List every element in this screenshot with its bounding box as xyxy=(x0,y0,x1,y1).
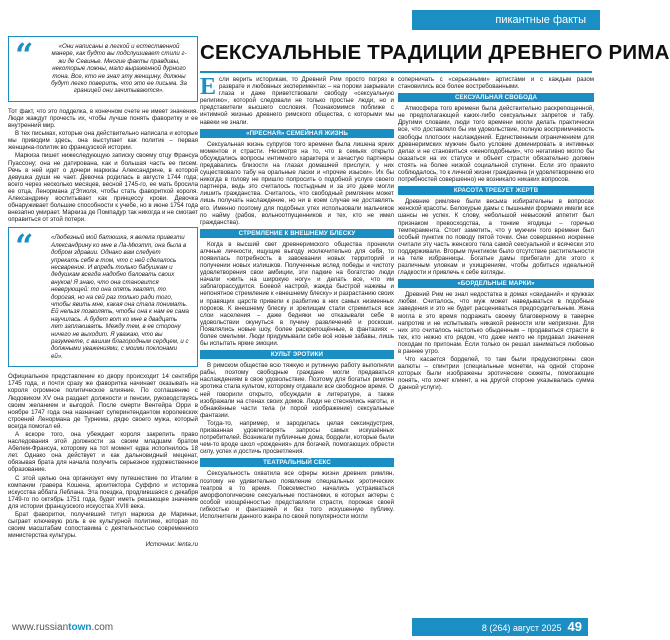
body-paragraph: Сексуальность охватила все сферы жизни древних римлян, поэтому не удивительно появление специальных эротических театров в то время. Повсеместно начались устраиваться аморфологические сексуальные постановки, в которых актеры с особой изощрённостью представляли страсти, порожая своей гибкостью и фантазией и без того искушенную публику. Исполнители данного жанра по своей популярности могли xyxy=(200,470,394,520)
body-paragraph: Древний Рим не знал недостатка в домах «свиданий» и кружках любви. Считалось, что муж может наведываться в подобные заведения и это не будет расцениваться предосудительным. Жена могла в это время подражать своему благоверному в таверне напротив и не испытывать никакой ревности или неприязни. Для них это считалось настолько обыденным – продаваться страсти в тех, кто нежно кто рядом, что даже никто не придавал значения походам по притонам. Если только он решал заниматься любовью в раннее утро. xyxy=(398,291,594,355)
lead-text: сли верить историкам, то Древний Рим просто погряз в разврате и любовных экспериментах – на пороки закрывали глаза и даже приветствовали свободу «сексуальную религию», которой следовали не только простые люди, но и представители высшего сословия. Познакомимся поближе с интимной жизнью древнего римского общества, с которыми мы навеки не знали. xyxy=(200,76,394,126)
body-paragraph: Тот факт, что это подделка, в конечном счете не имеет значения. Люди жаждут прочесть их, чтобы лучше понять фаворитку и ее внутренний мир. xyxy=(8,107,198,130)
subheading: СТРЕМЛЕНИЕ К ВНЕШНЕМУ БЛЕСКУ xyxy=(200,229,394,238)
body-paragraph: С этой целью она организует ему путешествие по Италии в компании гравера Кошена, архитектора Суффло и историка искусства аббата Леблана. Эта поездка, продлившаяся с декабря 1749-го по октябрь 1751 года, будет иметь решающее значение для истории французского искусства XVIII века. xyxy=(8,474,198,510)
pull-quote-1 xyxy=(8,36,198,102)
pull-quote-2-text: «Любезный мой батюшка, я велела привезти Александрину ко мне в Ла-Мюэтт, она была в добром здравии. Однако вам следует упрекать себя в том, что с ней сделалось несварение. И впредь только бабушкам и дедушкам всегда надобно баловать своих внуков! Я знаю, что она становится неверующей: то она опять хвалят, то дорогая, но на сей раз только ради того, чтобы явить мне, какая она стала понимать. Ей нельзя позволять, чтобы она к нам ее сама научилась. А будет вот ко мне в двадцать лет заплакивать. Между тем, в ее сторону ничего не выходит. Я уважаю, что вы разумеете, с вашим благородным сердцем, и с должными уважениями, с моими поклонами ей». xyxy=(51,234,189,360)
source-credit: Источник: lenta.ru xyxy=(145,541,198,549)
body-paragraph: Маркиза пишет нижеследующую записку своему отцу Франсуа Пуассону; она не датирована, как и большая часть ее писем. Речь в ней идет о дочери маркизы Александрине, в которой девушка души не чает. Девочка родилась в августе 1744 года; всего через несколько месяцев, весной 1745-го, ее мать бросила ее отца, Ленормана д'Этиоля, чтобы стать фавориткой короля. Александрину воспитывает как принцессу крови. Девочка обнаруживает большие способности к учебе, но в июне 1754 года внезапно умирает. Маркиза де Помпадур так никогда и не смогает оправиться от этой потери. xyxy=(8,152,198,224)
subheading: ТЕАТРАЛЬНЫЙ СЕКС xyxy=(200,458,394,467)
body-paragraph: В римском обществе всю тяжкую и рутинную работу выполняли рабы, поэтому свободные граждане могли предаваться наслаждениям в свое удовольствие. Поэтому для богатых римлян эротика стала культом, которому отдавали все свободное время. О ней говорили открыто, обсуждали в литературе, а также изображали на стенах своих домов. Люди не стеснялись наготы, и обнажённые части тела (и порой изображение) сексуальные фантазии. xyxy=(200,362,394,419)
page-number: 49 xyxy=(567,619,582,634)
middle-column xyxy=(200,76,394,616)
quote-mark-icon: “ xyxy=(15,227,34,266)
body-paragraph: Атмосфера того времени была действительно раскрепощенной, не предполагающей каких-либо сексуальных запретов и табу. Другими словами, люди того времени могли делать практически все, что доставляло бы им удовольствие, полную восприимчивость свободы плотских наслаждений. Единственным ограничением для древнеримских мужчин было условие доминировать в интимных делах и не становиться «женоподобным», что негативно могло бы сказаться на их статусе и объект страсти обязательно должен стоять на более низкой социальной ступени. Если это правило соблюдалось, то к личной жизни гражданина (и удовлетворению его потребностей совершенно) не возникало никаких вопросов. xyxy=(398,105,594,184)
site-suffix: .com xyxy=(91,622,114,633)
subheading: КУЛЬТ ЭРОТИКИ xyxy=(200,350,394,359)
body-paragraph: Когда в высший свет древнеримского общества проникли алчные личности, ищущие выгоду исключительно для себя, то появилась потребность в завоевании новых территорий и получении новых излишков. Полученные вслед победы и чистоту удовлетворения свои амбиции, эти падкие на богатство люди начали «жить на широкую ногу» и делать все, что им заблагорассудится. Боевой настрой, жажда быстрой наживы и непонятное стремление к «внешнему блеску» и разрастанию своих и правящих царств привели к разбитию в них самых низменных пороков. К внешнему блеску и зрелищам стали стремиться все слои населения – даже бедняки не отказывали себе в удовольствии окунуться в пучину развлечений и роскоши. Появлялись новые шоу, более раскрепощённые, в фантазиях – более смелыми. Люди придумывали себе всё новые забавы, лишь бы испытать яркие эмоции. xyxy=(200,240,394,348)
pull-quote-2 xyxy=(8,227,198,367)
site-bold: town xyxy=(68,622,92,633)
drop-cap: Е xyxy=(200,74,217,100)
lead-paragraph xyxy=(200,76,394,126)
body-paragraph: В тех письмах, которые она действительно написала и которые мы приводим здесь, она выступает как политик – первая женщина-политик во французской истории. xyxy=(8,130,198,152)
right-column xyxy=(398,76,594,616)
article-headline: СЕКСУАЛЬНЫЕ ТРАДИЦИИ ДРЕВНЕГО РИМА xyxy=(200,41,670,64)
body-paragraph: А вскоре того, она убеждает короля закрепить право наследования этой должности за своим младшим братом Абелем-Франсуа, которому на тот момент едва исполнилось 18 лет. Однако она действует и как дальновидный меценат, обязывая брата для начала получить серьезное художественное образование. xyxy=(8,431,198,474)
quote-mark-icon: “ xyxy=(15,36,34,74)
body-paragraph: Брат фаворитки, получивший титул маркиза де Мариньи, сыграет ключевую роль в ее культурной политике, которая по своим масштабам сопоставима с деятельностью современного министерства культуры. xyxy=(8,511,198,540)
body-paragraph: Что касается борделей, то там были предусмотрены свои валюты – спинтрии (специальные монетки, на одной стороне которых были изображены эротические сюжеты, помогающие понять, что хочет клиент, а на другой стороне указывалась сумма данной услуги). xyxy=(398,356,594,392)
left-column xyxy=(8,32,198,600)
headline-rule xyxy=(200,71,592,73)
footer-website[interactable] xyxy=(12,622,113,633)
issue-label: 8 (264) август 2025 xyxy=(481,623,562,633)
body-paragraph: Древние римляне были весьма избирательны в вопросах женской красоты. Белокурые дамы с пышными формами имели все шансы не успех. К слову, небольшой невысокий аппетит был признаком превосходства, а тонкие ягодицы – горечью темперамента. Стоит заметить, что у мужчин того времени был особый пунктик по поводу пятой точки. Они совершенно искренне считали эту часть женского тела самой сексуальной и всячески это поддерживали. Вторым пунктиком было отсутствие растительности на теле избранницы. Богатые дамы прибегали для этого к различным уловкам и ухищрениям, чтобы добиться идеальной гладкости и привлечь к себе взгляды. xyxy=(398,198,594,277)
body-paragraph: Сексуальная жизнь супругов того времени была лишена ярких моментов и страсти. Несмотря на то, что в семьях открыто обсуждались вопросы интимного характера и зачастую партнеры предавались близости на глазах домашней прислуги, у них существовало табу на оральные ласки и «прочие изыски». Их бы никогда в голову не пришло попросить о подобной услуге своего партнера, ведь это считалось постыдным и за это даже могли лишить гражданства. Считалось, что свободный римлянин может лишь получать наслаждение, но ни в коем случае не доставлять его. Именно поэтому для подобных утех использовали мальчиков по найму (рабов, вольноотпущенников и тех, кто не имел гражданства). xyxy=(200,140,394,226)
pull-quote-1-text: «Они написаны в легкой и естественной манере, как будто вы подслушивает стили г-жи де Севинье. Многие факты правдивы, некоторые ложны, мало выраженной дурного тона. Все, кто не знал эту женщину, должны будут легко поверить, что это ее письма. За границей они зачитываются». xyxy=(51,43,187,95)
body-paragraph: соперничать с «серьезными» артистами и с каждым разом становились все более востребованными. xyxy=(398,76,594,91)
site-prefix: www.russian xyxy=(12,622,69,633)
body-paragraph: Официальное представление ко двору происходит 14 сентября 1745 года, и почти сразу же фаворитка начинает оказывать на короля огромное политическое влияние. По соглашению с Людовиком XV она раздает должности и пенсии, руководствуясь своим желанием и выгодой. После смерти Вентейра Орри в ноябре 1747 года она назначает суперинтендантом королевских строений Ленормана де Турнема, дядю своего мужа, который всегда помогал ей. xyxy=(8,373,198,430)
subheading: «БОРДЕЛЬНЫЕ МАРКИ» xyxy=(398,279,594,288)
body-paragraph: Тогда-то, например, и зародилась целая сексиндустрия, призванная удовлетворять запросы самых искушённых потребителей. Возникали публичные дома, бордели, которые были чем-то вроде школ «рождения» для богачей, помогающих обрести силу, успех и достичь просветления. xyxy=(200,419,394,456)
subheading: «ПРЕСНАЯ» СЕМЕЙНАЯ ЖИЗНЬ xyxy=(200,129,394,138)
rubric-banner: пикантные факты xyxy=(412,10,600,30)
subheading: СЕКСУАЛЬНАЯ СВОБОДА xyxy=(398,93,594,102)
footer-issue-bar xyxy=(412,618,588,636)
subheading: КРАСОТА ТРЕБУЕТ ЖЕРТВ xyxy=(398,186,594,195)
